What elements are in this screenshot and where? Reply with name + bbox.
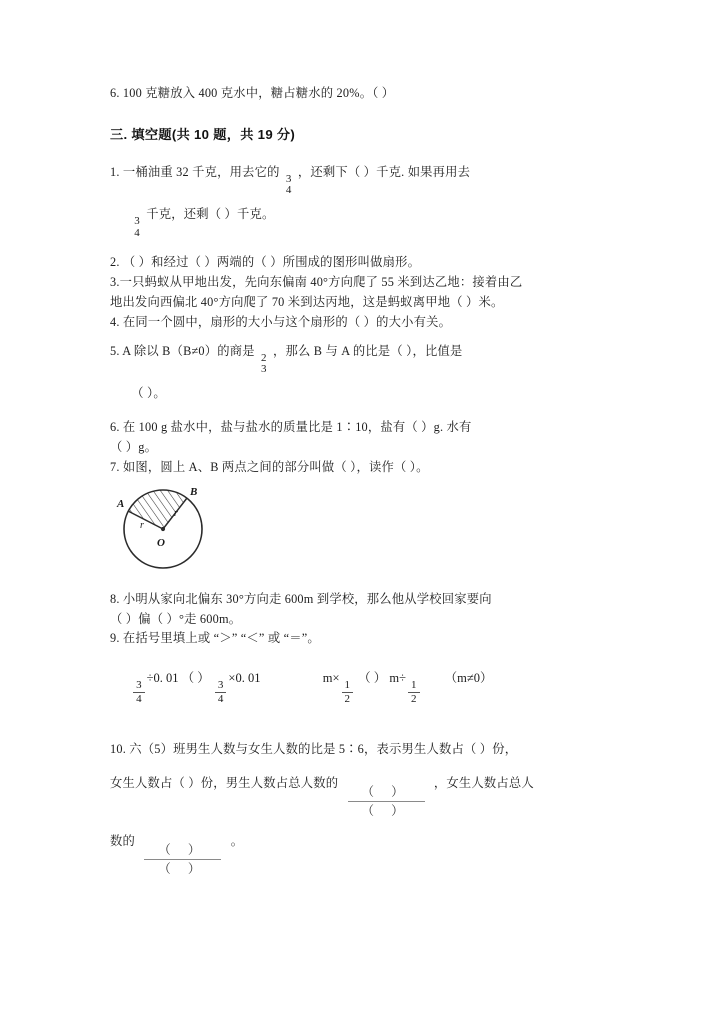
condition-text: （m≠0）: [444, 671, 493, 686]
spacer: [110, 818, 622, 832]
question-number: 7.: [110, 459, 120, 474]
fraction-numerator: 2: [261, 351, 267, 364]
question-text-b: ，还剩下（ ）千克. 如果再用去: [297, 164, 471, 179]
question-5-line-2: [110, 384, 622, 404]
expression-1: [131, 669, 260, 706]
circle-sector-svg: [116, 480, 226, 584]
fraction-denominator-blank: （ ）: [348, 801, 425, 818]
spacer: [110, 104, 622, 124]
question-text-a: 女生人数占（ ）份，男生人数占总人数的: [110, 775, 339, 790]
question-number: 3.: [110, 274, 120, 289]
fraction-numerator-blank: （ ）: [158, 842, 208, 857]
fraction-numerator: 3: [136, 678, 142, 691]
expression-2: [323, 669, 493, 706]
fraction-three-quarters: [133, 680, 145, 706]
question-10: [110, 740, 622, 876]
fraction-denominator: 2: [342, 692, 354, 706]
worksheet-content: [110, 84, 622, 876]
question-text: 在括号里填上或 “＞” “＜” 或 “＝”。: [122, 631, 320, 646]
operator-multiply: ×: [228, 671, 236, 686]
fraction-numerator: 3: [217, 678, 224, 691]
spacer: [110, 333, 622, 342]
question-number: 8.: [110, 591, 120, 606]
operator-divide: ÷: [399, 671, 406, 686]
question-text-line-1: 在 100 g 盐水中，盐与盐水的质量比是 1∶10，盐有（ ）g. 水有: [122, 419, 472, 434]
question-text-a: 一桶油重 32 千克，用去它的: [122, 164, 280, 179]
question-9-expressions: [110, 669, 622, 706]
question-6: [110, 418, 622, 458]
spacer: [110, 239, 622, 253]
spacer: [110, 196, 622, 205]
fraction-numerator-blank: （ ）: [361, 784, 411, 799]
fraction-denominator: 4: [133, 692, 145, 706]
fraction-numerator: 3: [134, 215, 140, 228]
question-1-line-1: [110, 163, 622, 196]
question-text-d: 。: [230, 833, 244, 848]
question-10-line-2: [110, 774, 622, 818]
fraction-three-quarters: [285, 174, 293, 196]
question-9: [110, 629, 622, 649]
question-number: 2.: [110, 254, 120, 269]
question-5: [110, 342, 622, 404]
question-1-line-2: [110, 205, 622, 238]
fraction-three-quarters-2: [133, 216, 141, 238]
question-10-line-3: [110, 832, 622, 876]
section-heading-fill-in-blank: 三. 填空题(共 10 题，共 19 分): [110, 126, 296, 142]
label-point-a: A: [117, 497, 125, 510]
question-text-c: （ ）。: [131, 385, 166, 400]
fraction-one-half-2: [408, 680, 420, 706]
question-text-b: ，那么 B 与 A 的比是（ ），比值是: [273, 343, 463, 358]
question-text-line-1: 六（5）班男生人数与女生人数的比是 5∶6，表示男生人数占（ ）份，: [129, 741, 518, 756]
fraction-two-thirds: [260, 353, 268, 375]
spacer: [110, 143, 622, 163]
question-1: [110, 163, 622, 239]
fraction-denominator: 4: [134, 226, 140, 239]
question-8: [110, 590, 622, 630]
question-number: 1.: [110, 164, 120, 179]
question-number: 4.: [110, 314, 120, 329]
operator-multiply: ×: [332, 671, 340, 686]
question-number: 6.: [110, 86, 120, 100]
question-7: [110, 458, 622, 478]
question-text-b: ，女生人数占总人: [433, 775, 534, 790]
question-text-line-2: （ ）偏（ ）°走 600m。: [110, 611, 242, 626]
question-text: （ ）和经过（ ）两端的（ ）所围成的图形叫做扇形。: [122, 254, 421, 269]
spacer: [110, 649, 622, 669]
spacer: [110, 760, 622, 774]
center-point-marker: [161, 527, 165, 531]
label-point-b: B: [190, 485, 198, 498]
question-number: 9.: [110, 631, 120, 646]
question-text: 如图，圆上 A、B 两点之间的部分叫做（ ），读作（ ）。: [122, 459, 429, 474]
operator-divide: ÷: [146, 671, 154, 686]
question-10-line-1: [110, 740, 622, 760]
question-text-c: 千克，还剩（ ）千克。: [146, 207, 275, 222]
circle-sector-diagram: [116, 480, 226, 589]
fraction-denominator: 3: [261, 362, 267, 375]
question-number: 10.: [110, 741, 126, 756]
operand-value: 0. 01: [235, 671, 261, 686]
fraction-denominator: 4: [215, 692, 227, 706]
blank-fraction-boys-ratio: [348, 785, 425, 818]
question-text-line-2: 地出发向西偏北 40°方向爬了 70 米到达丙地，这是蚂蚁离甲地（ ）米。: [110, 294, 504, 309]
variable-m: m: [389, 671, 400, 686]
fraction-one-half: [342, 680, 354, 706]
comparison-blank: （ ）: [181, 671, 210, 686]
question-2: [110, 253, 622, 273]
spacer: [110, 726, 622, 740]
question-text: 在同一个圆中，扇形的大小与这个扇形的（ ）的大小有关。: [122, 314, 452, 329]
fraction-three-quarters-2: [215, 680, 227, 706]
variable-m: m: [322, 671, 333, 686]
label-center-o: O: [157, 536, 165, 549]
spacer: [110, 404, 622, 418]
question-3: [110, 273, 622, 313]
operand-value: 0. 01: [153, 671, 179, 686]
previous-question-6: [110, 84, 622, 104]
question-text-line-2: （ ）g。: [110, 439, 158, 454]
fraction-denominator: 2: [408, 692, 420, 706]
fraction-numerator: 1: [344, 678, 350, 691]
blank-fraction-girls-ratio: [144, 843, 221, 876]
question-5-line-1: [110, 342, 622, 375]
question-text-line-1: 一只蚂蚁从甲地出发，先向东偏南 40°方向爬了 55 米到达乙地：接着由乙: [119, 274, 523, 289]
label-radius-left: r: [140, 519, 144, 531]
question-text: 100 克糖放入 400 克水中，糖占糖水的 20%。（ ）: [122, 86, 395, 100]
question-7-figure-area: [110, 478, 622, 590]
question-4: [110, 313, 622, 333]
question-text-c: 数的: [110, 833, 135, 848]
fraction-denominator: 4: [285, 184, 292, 197]
question-text-a: A 除以 B（B≠0）的商是: [122, 343, 255, 358]
comparison-blank: （ ）: [358, 671, 387, 686]
question-number: 5.: [110, 343, 120, 358]
question-text-line-1: 小明从家向北偏东 30°方向走 600m 到学校，那么他从学校回家要向: [122, 591, 492, 606]
label-radius-right: r: [174, 507, 178, 519]
fraction-numerator: 3: [285, 172, 292, 185]
question-number: 6.: [110, 419, 120, 434]
spacer: [110, 375, 622, 384]
fraction-numerator: 1: [411, 678, 417, 691]
fraction-denominator-blank: （ ）: [144, 859, 221, 876]
spacer: [110, 706, 622, 726]
